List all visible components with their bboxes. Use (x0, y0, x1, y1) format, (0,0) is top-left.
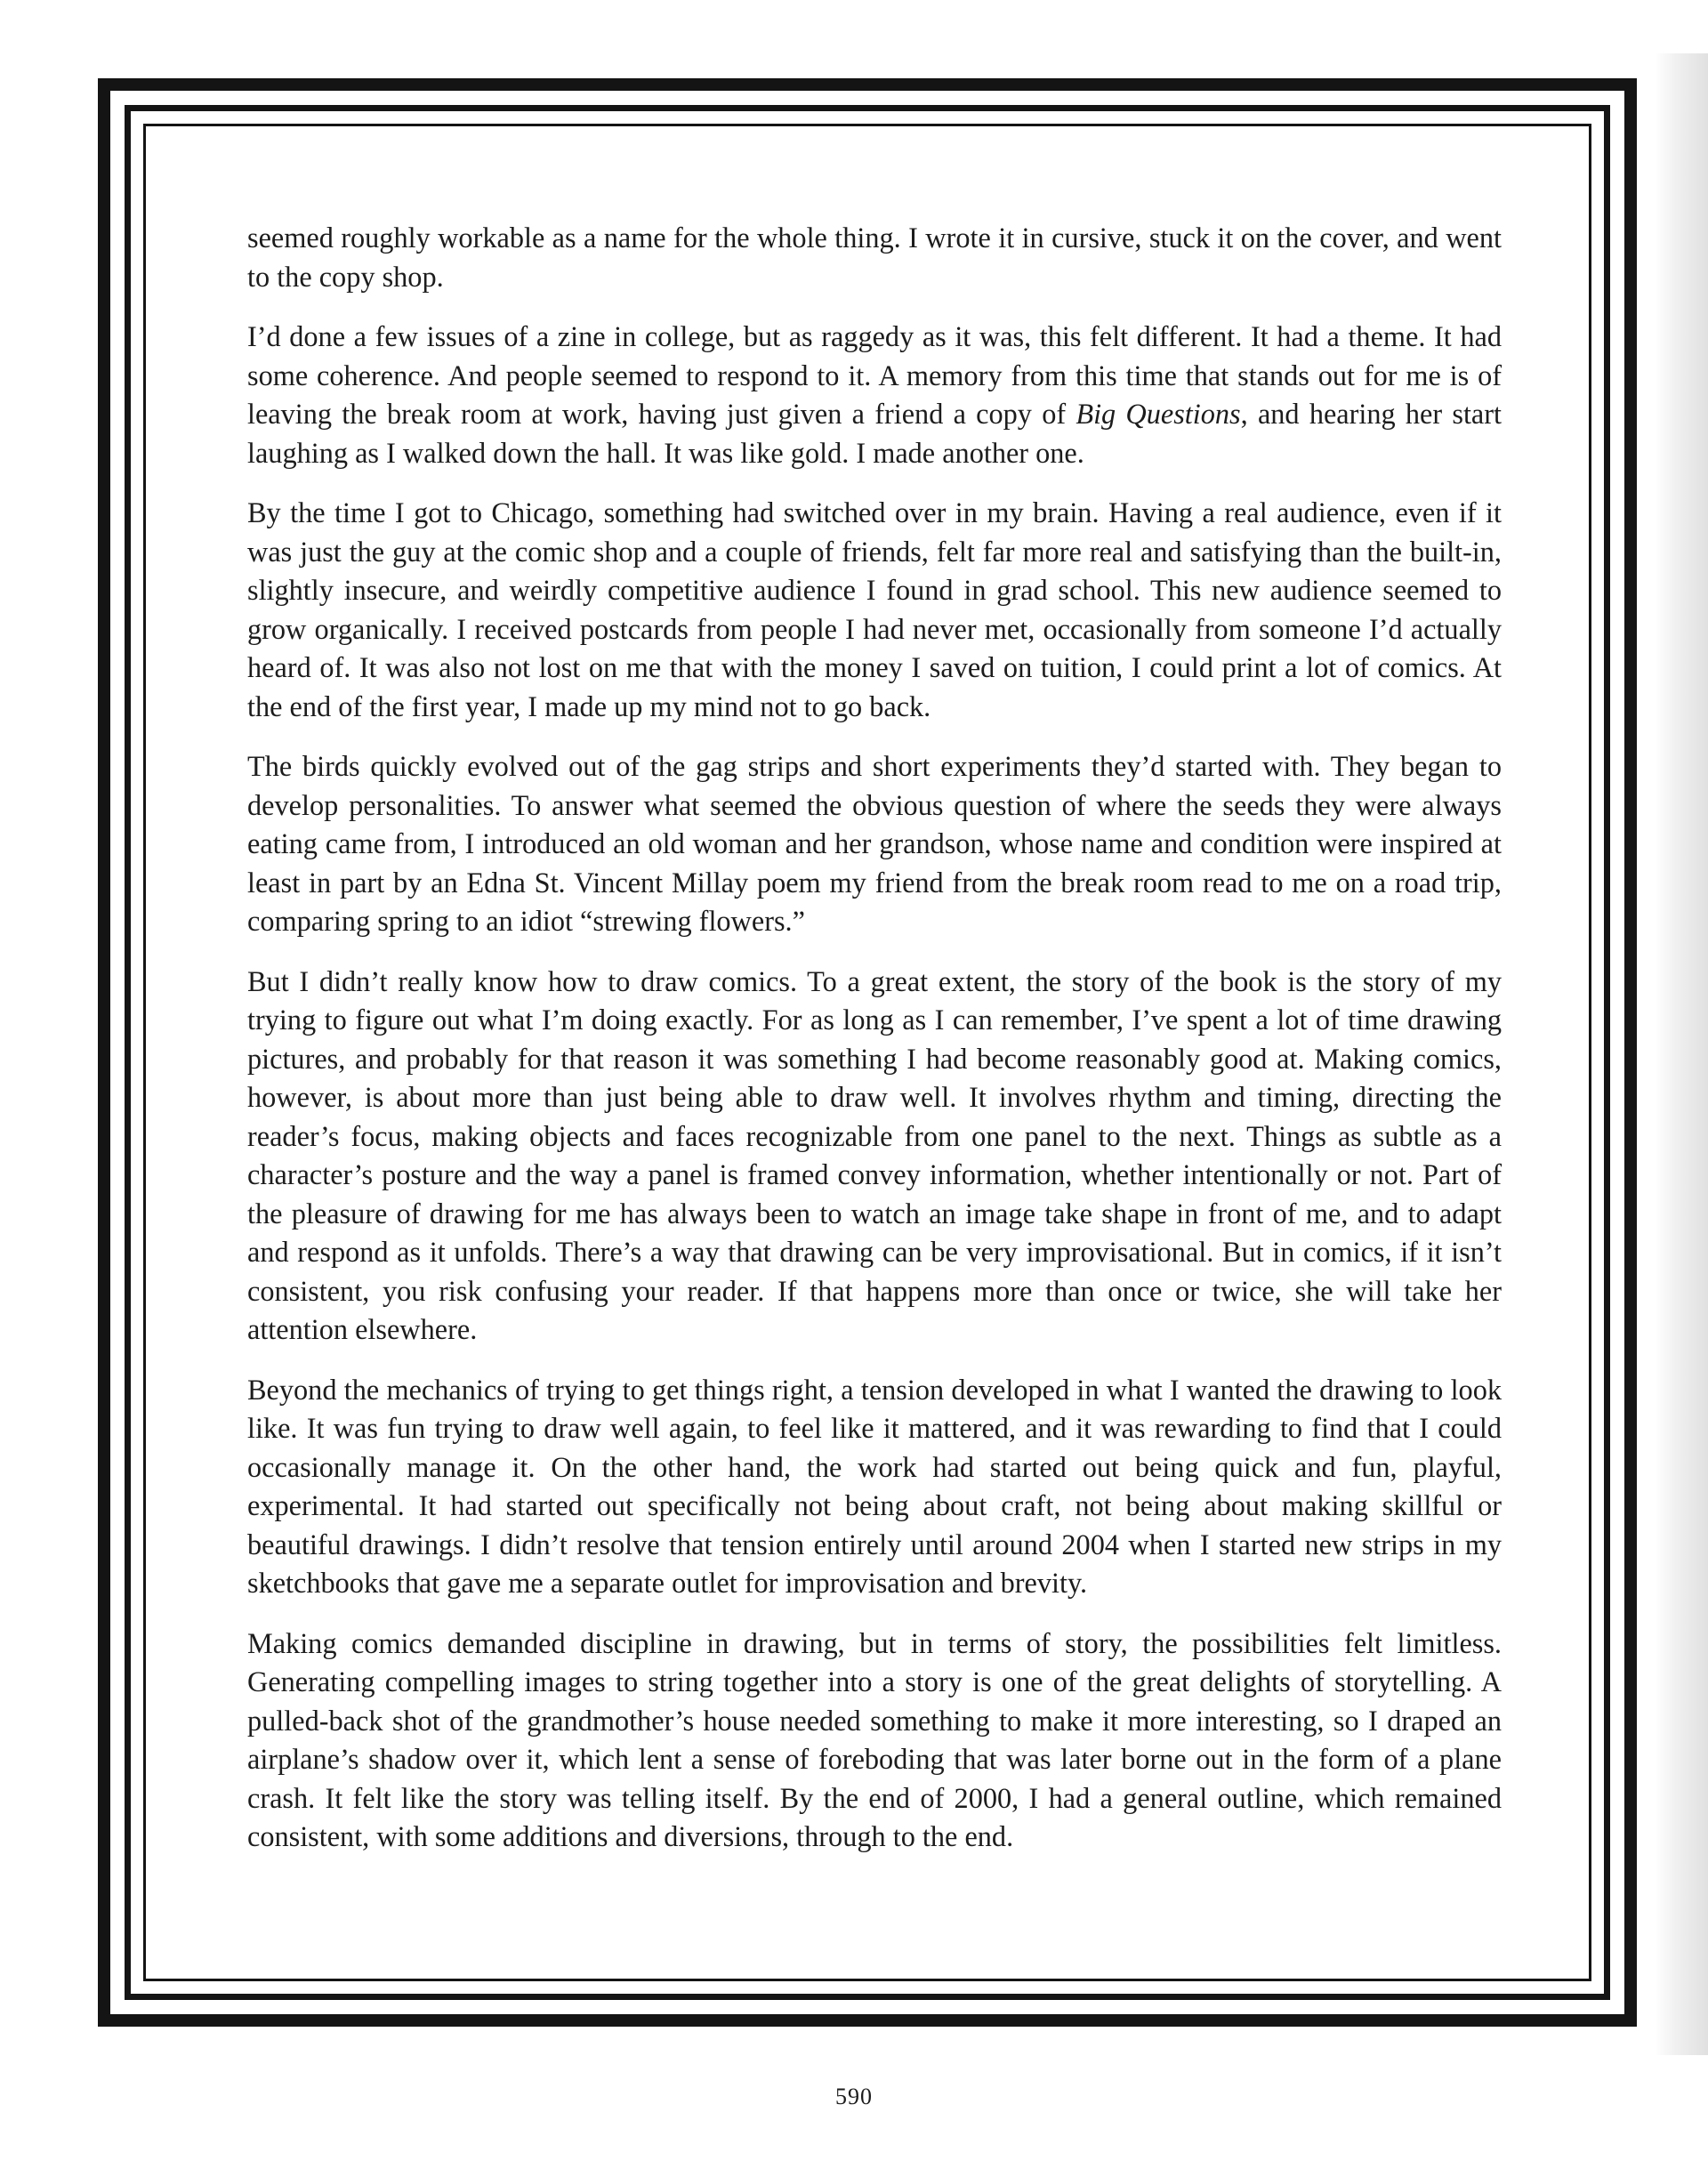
paragraph-4: The birds quickly evolved out of the gag strips and short experiments they’d started with. They began to develop personalities. To answer what seemed the obvious question of where the seeds they were always eating came from, I introduced an old woman and her grandson, whose name and condition were inspired at least in part by an Edna St. Vincent Millay poem my friend from the break room read to me on a road trip, comparing spring to an idiot “strewing flowers.” (247, 750, 1502, 937)
paragraph-1: seemed roughly workable as a name for the whole thing. I wrote it in cursive, stuck it on the cover, and went to the copy shop. (247, 222, 1502, 293)
page-number: 590 (835, 2084, 873, 2109)
paragraph-3: By the time I got to Chicago, something had switched over in my brain. Having a real audience, even if it was just the guy at the comic shop and a couple of friends, felt far more real and satisfying than the built-in, slightly insecure, and weirdly competitive audience I found in grad school. This new audience seemed to grow organically. I received postcards from people I had never met, occasionally from someone I’d actually heard of. It was also not lost on me that with the money I saved on tuition, I could print a lot of comics. At the end of the first year, I made up my mind not to go back. (247, 496, 1502, 722)
book-title: Big Questions (1076, 398, 1241, 430)
paragraph-6: Beyond the mechanics of trying to get things right, a tension developed in what I wanted the drawing to look like. It was fun trying to draw well again, to feel like it mattered, and it was rewarding to find that I could occasionally manage it. On the other hand, the work had started out being quick and fun, playful, experimental. It had started out specifically not being about craft, not being about making skillful or beautiful drawings. I didn’t resolve that tension entirely until around 2004 when I started new strips in my sketchbooks that gave me a separate outlet for improvisation and brevity. (247, 1373, 1502, 1599)
paragraph-7: Making comics demanded discipline in drawing, but in terms of story, the possibilities felt limitless. Generating compelling images to string together into a story is one of the great delights of storytelling. A pulled-back shot of the grandmother’s house needed something to make it more interesting, so I draped an airplane’s shadow over it, which lent a sense of foreboding that was later borne out in the form of a plane crash. It felt like the story was telling itself. By the end of 2000, I had a general outline, which remained consistent, with some additions and diversions, through to the end. (247, 1626, 1502, 1852)
page-edge-shadow (1655, 53, 1708, 2055)
paragraph-5: But I didn’t really know how to draw comics. To a great extent, the story of the book is the story of my trying to figure out what I’m doing exactly. For as long as I can remember, I’ve spent a lot of time drawing pictures, and probably for that reason it was something I had become reasonably good at. Making comics, however, is about more than just being able to draw well. It involves rhythm and timing, directing the reader’s focus, making objects and faces recognizable from one panel to the next. Things as subtle as a character’s posture and the way a panel is framed convey information, whether intentionally or not. Part of the pleasure of drawing for me has always been to watch an image take shape in front of me, and to adapt and respond as it unfolds. There’s a way that drawing can be very improvisational. But in comics, if it isn’t consistent, you risk confusing your reader. If that happens more than once or twice, she will take her attention elsewhere. (247, 964, 1502, 1345)
paragraph-2-after: , and hearing her start laughing as I walked down the hall. It was like gold. I made another one. (247, 398, 1502, 469)
body-text (247, 219, 1502, 1878)
paragraph-2-before: I’d done a few issues of a zine in college, but as raggedy as it was, this felt different. It had a theme. It had some coherence. And people seemed to respond to it. A memory from this time that stands out for me is of leaving the break room at work, having just given a friend a copy of (247, 320, 1502, 430)
paragraph-2 (247, 318, 1502, 472)
